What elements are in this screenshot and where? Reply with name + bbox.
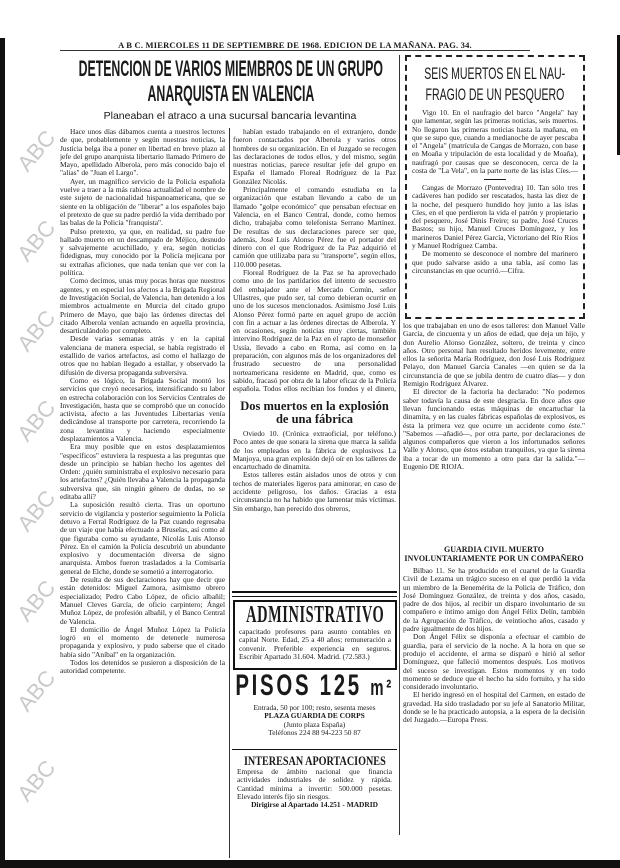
abc-watermark: ABC <box>12 125 61 177</box>
paragraph: los que trabajaban en uno de esos talleres: don Manuel Valle García, de cincuenta y un años de edad, que deja un hijo, y don Aurelio Alonso González, soltero, de treinta y cinco años. Otro personal han resultado heridos levemente, entre ellos la señorita María Rodríguez, don José Luis Rodríguez Pelayo, don Manuel García Canales —en quien se da la circunstancia de que se jubila dentro de cuatro días— y don Remigio Rodríguez Álvarez. <box>403 322 585 389</box>
main-subhead: Planeaban el atraco a una sucursal bancaria levantina <box>103 110 357 122</box>
paragraph: Ayer, un magnífico servicio de la Policía española vuelve a traer a la más rabiosa actualidad el nombre de este sujeto de nacionalidad hispanoamericana, que se siente en la obligación de "liberar" a los españoles bajo el pretexto de que su padre perdió la vida derribado por las balas de la Policía "franquista". <box>60 176 225 228</box>
abc-watermark: ABC <box>12 215 61 267</box>
paragraph: Principalmente el comando estudiaba en la organización que estaban llevando a cabo de un llamado "golpe económico" que pensaban efectuar en Valencia, en el Banco Central, donde, como hemos dicho, trabajaba como telefonista Serrano Martínez. De resultas de sus declaraciones parece ser que, además, José Luis Alonso Pérez fue el portador del dinero con el que Rodríguez de la Paz adquirió el camión que utilizaba para su "transporte", según ellos, 110.000 pesetas. <box>233 185 396 269</box>
explosion-story-continued <box>403 322 585 538</box>
ad-title: INTERESAN APORTACIONES <box>243 753 386 768</box>
paragraph-text: Vigo 10. En el naufragio del barco "Angela" hay que lamentar, según las primeras noticias, seis muertos. No llegaron las primeras noticias hasta la mañana, en que se supo que, cuando a medianoche de ayer pescaba el "Angela" (matrícula de Cangas de Morrazo, con base en Moaña y tripulación de esta localidad y de Moaña), naufragó por causas que se desconocen, cerca de la costa de "La Vela", en la parte norte de las islas Cíes.— <box>412 109 578 175</box>
paragraph: De momento se desconoce el nombre del marinero que pudo salvarse asido a una tabla, así como las circunstancias en que ocurrió.—Cifra. <box>412 249 578 275</box>
paragraph <box>412 109 578 175</box>
ad-line: (Junto plaza España) <box>283 719 346 729</box>
ad-title-group <box>235 670 394 704</box>
abc-watermark: ABC <box>12 665 61 717</box>
explosion-headline: Dos muertos en la explosión de una fábrica <box>240 399 389 426</box>
box-title-line-1: SEIS MUERTOS EN EL NAU- <box>424 64 566 83</box>
guardia-civil-story <box>403 567 585 833</box>
paragraph: El domicilio de Ángel Muñoz López la Policía logró en el momento de detenerle numerosa propaganda y explosivo, y pudo saberse que el citado había sido "Aníbal" en la organización. <box>60 624 225 659</box>
paragraph: El director de la factoría ha declarado: "No podemos saber todavía la causa de este desgracia. En doce años que llevan funcionando estas máquinas de encartuchar la dinamita, y en las cuales fábricas españolas de explosivos, es ésta la primera vez que ocurre un accidente como éste." "Sabemos —añadió—, por otra parte, por declaraciones de algunos compañeros que vieron a los infortunados señores Valle y Alonso, que éstos estaban tranquilos, ya que la sirena iba a tocar de un momento a otro para dar la salida."—Eugenio DE RIOJA. <box>403 387 585 472</box>
paragraph: Don Ángel Félix se disponía a efectuar el cambio de guardia, para el servicio de la noche. A la hora en que se produjo el accidente, el arma se disparó e hirió al señor Domínguez, que falleció momentos después. Los motivos del suceso se investigan. Estos momentos y en todo momento se deduce que el hecho ha sido fortuito, y ha sido considerado involuntario. <box>403 632 585 692</box>
section-rule <box>232 749 397 750</box>
paragraph: Estos talleres están aislados unos de otros y con techos de materiales ligeros para aminorar, en caso de accidente peligroso, los daños. Gracias a esta circunstancia no ha habido que lamentar más víctimas. Sin embargo, han perecido dos obreros, <box>233 470 396 513</box>
section-rule <box>232 591 397 597</box>
abc-watermark: ABC <box>12 755 61 807</box>
paragraph: Todos los detenidos se pusieron a disposición de la autoridad competente. <box>60 658 225 676</box>
paragraph: Era muy posible que en estos desplazamientos "específicos" estuviera la respuesta a las preguntas que desde un principio se habían hecho los agentes del Orden: ¿quién suministraba el explosivo necesario para los artefactos? ¿Quién llevaba a Valencia la propaganda subversiva que, sin ningún género de dudas, no se editaba allí? <box>60 442 225 502</box>
ad-aportaciones <box>233 753 396 837</box>
abc-watermark: ABC <box>12 575 61 627</box>
guardia-civil-headline: GUARDIA CIVIL MUERTO INVOLUNTARIAMENTE POR UN COMPAÑERO <box>404 545 584 563</box>
headline-line-2: ANARQUISTA EN VALENCIA <box>147 81 314 106</box>
main-story-column-1 <box>60 128 225 858</box>
shipwreck-box <box>405 55 585 319</box>
scan-edge-left <box>0 38 5 868</box>
paragraph: Como es lógico, la Brigada Social montó los servicios que creyó necesarios, intensificando su labor en estrecha colaboración con los Servicios Centrales de Investigación, hasta que se comprobó que un conocido activista, afecto a las Juventudes Libertarias venía dedicándose al transporte por carretera, recorriendo la zona levantina y haciendo especialmente desplazamientos a Valencia. <box>60 375 225 443</box>
main-headline <box>58 56 403 106</box>
paragraph: Floreal Rodríguez de la Paz se ha aprovechado como uno de los partidarios del intento de secuestro del embajador ante el Mercado Común, señor Ullastres, que pudo ser, tal como debieran ocurrir en uno de los sucesos mencionados. Asimismo José Luis Alonso Pérez formó parte en aquel grupo de acción con fin a actuar a las órdenes directas de Alberola. Y en ocasiones, según noticias muy ciertas, también intervino Rodríguez de la Paz en el rapto de monseñor Ussía, llevado a cabo en Roma, así como en la preparación, con algunos más de los organizadores del frustrado secuestro de una personalidad norteamericana residente en Madrid, que, como es sabido, fracasó por obra de la labor eficaz de la Policía española. Todos ellos recibían los fondos y el dinero, <box>233 268 396 393</box>
abc-watermark: ABC <box>12 395 61 447</box>
ad-title: PISOS 125 <box>235 669 362 702</box>
box-title-line-2: FRAGIO DE UN PESQUERO <box>425 85 565 104</box>
column-divider <box>229 128 230 858</box>
main-story-column-2 <box>233 128 396 393</box>
paragraph: Pulso pretexto, ya que, en realidad, su padre fue hallado muerto en un descampado de Méjico, desnudo y salvajemente acuchillado, y era, según noticias fidedignas, muy conocido por la Policía mejicana por su extrañas aficiones, que nada tenían que ver con la política. <box>60 226 225 278</box>
ad-line: PLAZA GUARDIA DE CORPS <box>264 711 365 721</box>
paragraph: Cangas de Morrazo (Pontevedra) 10. Tan sólo tres cadáveres han podido ser rescatados, hasta las diez de la noche, del pesquero hundido hoy junto a las islas Cíes, en el que perdieron la vida el patrón y propietario del pesquero, José Dinis Freire; su padre, José Cruces Bastos; su hijo, Manuel Cruces Domínguez, y los marineros Daniel Pérez García, Victoriano del Río Ríos y Manuel Rodríguez Camba. <box>412 184 578 251</box>
ad-footer: Dirigirse al Apartado 14.251 - MADRID <box>251 800 378 810</box>
paragraph: La suposición resultó cierta. Tras un oportuno servicio de vigilancia y posterior seguimiento la Policía detuvo a Ferral Rodríguez de la Paz cuando regresaba de un viaje que había efectuado a Bruselas, así como al que figuraba como su ayudante, Nicolás Luis Alonso Pérez. En el camión la Policía descubrió un abundante explosivo y documentación diversa de signo anarquista. Ambos fueron trasladados a la Comisaría general de Elche, donde se sometió a interrogatorio. <box>60 500 225 576</box>
ad-line: Entrada, 50 por 100; resto, sesenta meses <box>253 703 376 712</box>
headline-line-1: DETENCION DE VARIOS MIEMBROS DE UN GRUPO <box>78 56 383 81</box>
ad-text: capacitado profesores para asunto contables en capital Norte. Edad, 25 a 40 años; remuneración a convenir. Preferible experiencia en seguros. Escribir Apartado 31.604. Madrid. (72.583.) <box>239 627 391 661</box>
paragraph-group <box>412 184 578 300</box>
ad-administrativo <box>233 600 397 670</box>
paragraph: Hace unos días dábamos cuenta a nuestros lectores de que, probablemente y según nuestras noticias, la Justicia belga iba a poner en libertad en breve plazo al jefe del grupo anarquista libertario llamado Primero de Mayo, apellidado Alberola, pero más conocido bajo el "alias" de "Juan el Largo". <box>60 128 225 178</box>
paragraph: Oviedo 10. (Crónica extraoficial, por teléfono.) Poco antes de que sonara la sirena que marca la salida de los empleados en la fábrica de explosivos La Manjoya, una gran explosión dejó oír en los talleres de encartuchado de dinamita. <box>233 430 396 472</box>
ad-text: Empresa de ámbito nacional que financia actividades industriales de solidez y rápida. Cantidad mínima a invertir: 500.000 pesetas. Elevado interés fijo sin riesgos. <box>237 767 392 801</box>
paragraph: De resulta de sus declaraciones hay que decir que están detenidos: Miguel Zamora, asimismo obrero especializado; Pedro Cabo López, de oficio albañil; Manuel Cleves García, de oficio carpintero; Ángel Muñoz López, de profesión albañil, y el Banco Central de Valencia. <box>60 575 225 626</box>
paragraph: Bilbao 11. Se ha producido en el cuartel de la Guardia Civil de Lezama un trágico suceso en el que perdió la vida un miembro de la Benemérita de la Policía de Tráfico, don José Domínguez González, de treinta y dos años, casado, padre de dos hijos, al recibir un disparo involuntario de su compañero e íntimo amigo don Ángel Félix Delín, también de la Agrupación de Tráfico, de veintiocho años, casado y padre igualmente de dos hijos. <box>403 567 585 634</box>
ad-pisos <box>233 670 396 746</box>
paragraph: habían estado trabajando en el extranjero, donde fueron contactados por Alberola y varios otros hombres de su organización. En el Juzgado se recogen las declaraciones de todos ellos, y del mismo, según nuestras noticias, parece resultar jefe del grupo en España el llamado Floreal Rodríguez de la Paz González Nicolás. <box>233 128 396 186</box>
abc-watermark: ABC <box>12 485 61 537</box>
page-masthead: A B C. MIERCOLES 11 DE SEPTIEMBRE DE 1968. EDICION DE LA MAÑANA. PAG. 34. <box>60 40 530 51</box>
ad-title: ADMINISTRATIVO <box>245 602 385 628</box>
ad-phone: Teléfonos 224 88 94-223 50 87 <box>268 727 361 737</box>
column-divider <box>399 55 400 835</box>
explosion-story <box>233 430 396 587</box>
paragraph: Como decimos, unas muy pocas horas que nuestros agentes, y en especial los afectos a la Brigada Regional de Investigación Social, de Valencia, han detenido a los miembros actualmente en Murcia del citado grupo Primero de Mayo, que bajo las órdenes directas del citado Alberola venían actuando en aquella provincia, desarticulándolo por completo. <box>60 276 225 336</box>
ad-unit: m² <box>370 675 394 700</box>
paragraph: El herido ingresó en el hospital del Carmen, en estado de gravedad. Ha sido trasladado por su jefe al Sanatorio Militar, donde se le ha practicado autopsia, a la espera de la decisión del Juzgado.—Europa Press. <box>403 690 585 725</box>
abc-watermark: ABC <box>12 305 61 357</box>
paragraph: Desde varias semanas atrás y en la capital valenciana de manera especial, se había registrado el estallido de varios artefactos, así como el hallazgo de otros que no habían llegado a estallar, y observado la difusión de diversa propaganda subversiva. <box>60 334 225 377</box>
separator <box>484 179 506 180</box>
scan-edge-bottom <box>0 860 620 868</box>
